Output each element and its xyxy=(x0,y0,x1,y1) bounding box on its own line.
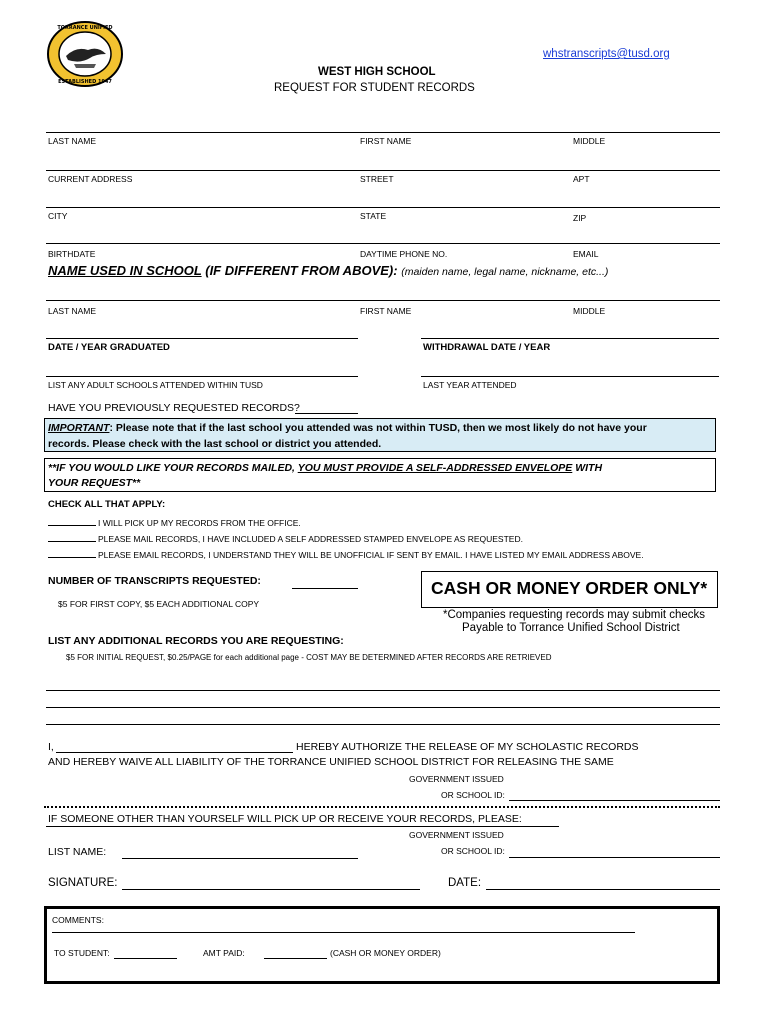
option-mail[interactable] xyxy=(48,532,523,544)
state-label: STATE xyxy=(360,211,387,221)
birthdate-line[interactable] xyxy=(46,243,720,244)
check-all-heading: CHECK ALL THAT APPLY: xyxy=(48,499,166,510)
list-name-label: LIST NAME: xyxy=(48,846,107,858)
cash-money-order-label: (CASH OR MONEY ORDER) xyxy=(330,948,441,958)
mail-notice-line-2: YOUR REQUEST** xyxy=(48,477,141,489)
name-line[interactable] xyxy=(46,132,720,133)
svg-text:ESTABLISHED 1947: ESTABLISHED 1947 xyxy=(58,79,112,85)
option-email-checkbox[interactable] xyxy=(48,548,96,558)
important-line-2: records. Please check with the last school or district you attended. xyxy=(48,438,382,450)
city-line[interactable] xyxy=(46,207,720,208)
companies-line-1: *Companies requesting records may submit checks xyxy=(443,609,706,621)
name-used-heading xyxy=(48,263,608,278)
street-label: STREET xyxy=(360,174,394,184)
svg-text:TORRANCE UNIFIED: TORRANCE UNIFIED xyxy=(57,25,113,31)
pickup-gov-id-2: OR SCHOOL ID: xyxy=(441,846,505,856)
option-mail-label: PLEASE MAIL RECORDS, I HAVE INCLUDED A SELF ADDRESSED STAMPED ENVELOPE AS REQUESTED. xyxy=(98,534,523,544)
address-line[interactable] xyxy=(46,170,720,171)
amt-paid-label: AMT PAID: xyxy=(203,948,245,958)
name-used-heading-main: NAME USED IN SCHOOL xyxy=(48,263,202,278)
list-name-line[interactable] xyxy=(122,858,358,859)
zip-label: ZIP xyxy=(573,213,587,223)
signature-line[interactable] xyxy=(122,889,420,890)
email-label: EMAIL xyxy=(573,249,599,259)
authorize-line-2: AND HEREBY WAIVE ALL LIABILITY OF THE TORRANCE UNIFIED SCHOOL DISTRICT FOR RELEASING THE SAME xyxy=(48,756,614,768)
transcripts-label: NUMBER OF TRANSCRIPTS REQUESTED: xyxy=(48,575,261,587)
name-used-hint: (maiden name, legal name, nickname, etc...) xyxy=(401,266,609,278)
previously-requested-line[interactable] xyxy=(295,413,358,414)
mail-notice-line-1 xyxy=(48,462,602,474)
school-first-name-label: FIRST NAME xyxy=(360,306,412,316)
mail-notice-underlined: YOU MUST PROVIDE A SELF-ADDRESSED ENVELOPE xyxy=(297,462,573,474)
option-email[interactable] xyxy=(48,548,644,560)
option-mail-checkbox[interactable] xyxy=(48,532,96,542)
pickup-id-line[interactable] xyxy=(509,857,720,858)
option-pickup-checkbox[interactable] xyxy=(48,516,96,526)
signature-label: SIGNATURE: xyxy=(48,877,118,889)
auth-gov-id-2: OR SCHOOL ID: xyxy=(441,790,505,800)
mail-notice-start: **IF YOU WOULD LIKE YOUR RECORDS MAILED, xyxy=(48,462,298,474)
cut-divider xyxy=(44,806,720,808)
form-title: REQUEST FOR STUDENT RECORDS xyxy=(274,82,475,94)
last-year-label: LAST YEAR ATTENDED xyxy=(423,380,517,390)
option-email-label: PLEASE EMAIL RECORDS, I UNDERSTAND THEY WILL BE UNOFFICIAL IF SENT BY EMAIL. I HAVE LISTED MY EMAIL ADDRESS ABOVE. xyxy=(98,550,644,560)
school-name: WEST HIGH SCHOOL xyxy=(318,66,436,78)
additional-line-3[interactable] xyxy=(46,724,720,725)
to-student-label: TO STUDENT: xyxy=(54,948,110,958)
to-student-line[interactable] xyxy=(114,958,177,959)
amt-paid-line[interactable] xyxy=(264,958,327,959)
important-text-1: : Please note that if the last school you attended was not within TUSD, then we most likely do not have your xyxy=(109,422,647,434)
school-middle-label: MIDDLE xyxy=(573,306,606,316)
companies-line-2: Payable to Torrance Unified School District xyxy=(462,622,680,634)
city-label: CITY xyxy=(48,211,68,221)
authorize-line-1: HEREBY AUTHORIZE THE RELEASE OF MY SCHOLASTIC RECORDS xyxy=(296,741,639,753)
last-year-line[interactable] xyxy=(421,376,719,377)
name-used-heading-suffix: (IF DIFFERENT FROM ABOVE): xyxy=(205,263,398,278)
adult-schools-line[interactable] xyxy=(46,376,358,377)
daytime-phone-label: DAYTIME PHONE NO. xyxy=(360,249,448,259)
additional-fee-note: $5 FOR INITIAL REQUEST, $0.25/PAGE for each additional page - COST MAY BE DETERMINED AFTER RECORDS ARE RETRIEVED xyxy=(66,653,552,662)
mail-notice-end: WITH xyxy=(572,462,603,474)
additional-line-1[interactable] xyxy=(46,690,720,691)
transcripts-email-link[interactable]: whstranscripts@tusd.org xyxy=(543,48,670,60)
additional-line-2[interactable] xyxy=(46,707,720,708)
comments-label: COMMENTS: xyxy=(52,915,104,925)
option-pickup-label: I WILL PICK UP MY RECORDS FROM THE OFFICE. xyxy=(98,518,301,528)
cash-only-text: CASH OR MONEY ORDER ONLY* xyxy=(431,578,708,598)
current-address-label: CURRENT ADDRESS xyxy=(48,174,133,184)
option-pickup[interactable] xyxy=(48,516,301,528)
district-seal-logo xyxy=(46,20,124,88)
authorize-name-line[interactable] xyxy=(56,752,293,753)
important-label: IMPORTANT xyxy=(48,422,110,434)
pickup-heading-line xyxy=(46,826,559,827)
important-line-1 xyxy=(48,422,647,434)
middle-label: MIDDLE xyxy=(573,136,606,146)
pickup-heading: IF SOMEONE OTHER THAN YOURSELF WILL PICK UP OR RECEIVE YOUR RECORDS, PLEASE: xyxy=(48,813,522,825)
auth-gov-id-1: GOVERNMENT ISSUED xyxy=(409,774,504,784)
school-last-name-label: LAST NAME xyxy=(48,306,97,316)
comments-line[interactable] xyxy=(52,932,635,933)
auth-id-line[interactable] xyxy=(509,800,720,801)
date-line[interactable] xyxy=(486,889,720,890)
previously-requested-label: HAVE YOU PREVIOUSLY REQUESTED RECORDS? xyxy=(48,402,300,414)
apt-label: APT xyxy=(573,174,590,184)
withdrawal-label: WITHDRAWAL DATE / YEAR xyxy=(423,342,551,353)
first-name-label: FIRST NAME xyxy=(360,136,412,146)
birthdate-label: BIRTHDATE xyxy=(48,249,96,259)
office-use-box xyxy=(44,906,720,984)
last-name-label: LAST NAME xyxy=(48,136,97,146)
transcripts-count-line[interactable] xyxy=(292,588,358,589)
pickup-gov-id-1: GOVERNMENT ISSUED xyxy=(409,830,504,840)
withdrawal-line[interactable] xyxy=(421,338,719,339)
date-graduated-label: DATE / YEAR GRADUATED xyxy=(48,342,170,353)
date-graduated-line[interactable] xyxy=(46,338,358,339)
authorize-prefix: I, xyxy=(48,741,54,753)
school-name-line[interactable] xyxy=(46,300,720,301)
additional-records-heading: LIST ANY ADDITIONAL RECORDS YOU ARE REQUESTING: xyxy=(48,635,344,647)
adult-schools-label: LIST ANY ADULT SCHOOLS ATTENDED WITHIN TUSD xyxy=(48,380,263,390)
date-label: DATE: xyxy=(448,877,482,889)
transcripts-price: $5 FOR FIRST COPY, $5 EACH ADDITIONAL COPY xyxy=(58,599,260,609)
